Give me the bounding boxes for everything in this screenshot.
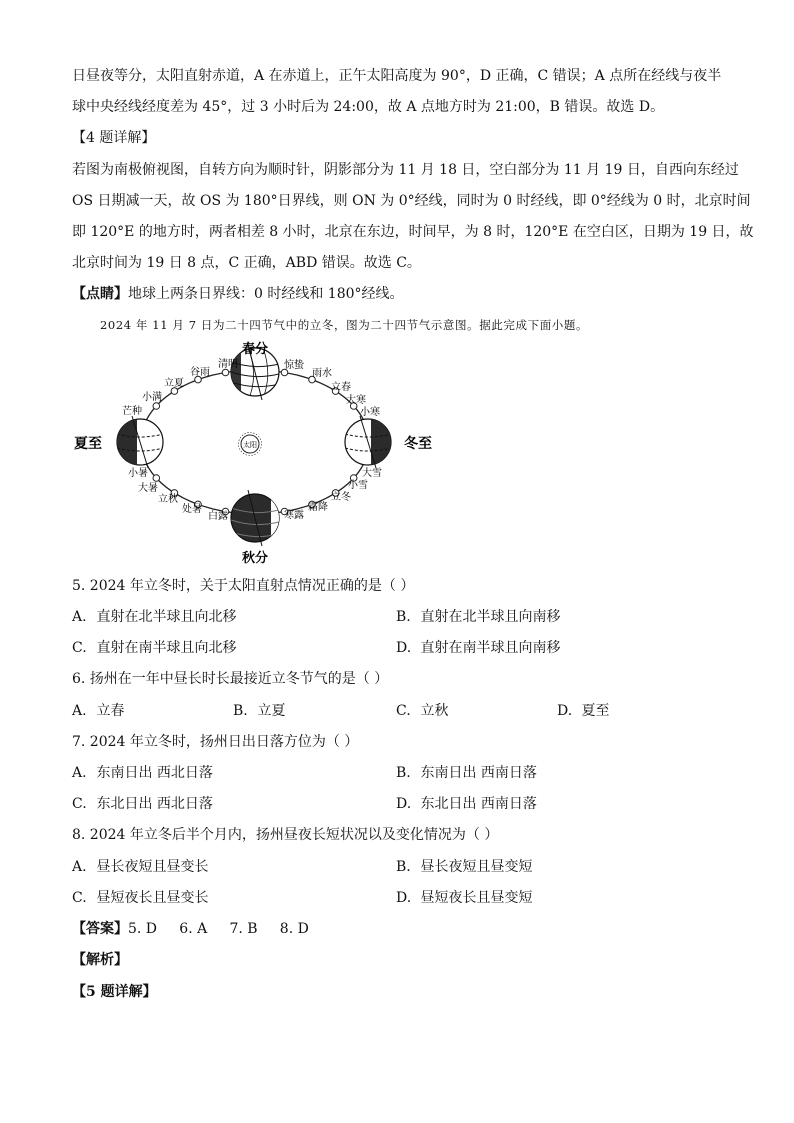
answer-label: 【答案】 xyxy=(72,921,128,937)
term-label: 清明 xyxy=(218,359,238,370)
question-7-stem: 7. 2024 年立冬时，扬州日出日落方位为（ ） xyxy=(72,734,359,750)
q7-option-c: C. 东北日出 西北日落 xyxy=(72,796,213,812)
q5-option-b: B. 直射在北半球且向南移 xyxy=(396,609,561,625)
orbit-dot xyxy=(153,403,160,410)
term-label: 霜降 xyxy=(308,502,328,513)
q7-option-d: D. 东北日出 西南日落 xyxy=(396,796,537,812)
q8-option-c: C. 昼短夜长且昼变长 xyxy=(72,890,209,906)
question-intro: 2024 年 11 月 7 日为二十四节气中的立冬，图为二十四节气示意图。据此完成下面小题。 xyxy=(100,318,589,332)
term-label: 小满 xyxy=(142,392,162,403)
term-label: 立冬 xyxy=(331,492,351,503)
label-dongzhi: 冬至 xyxy=(404,436,432,452)
q5-option-a: A. 直射在北半球且向北移 xyxy=(72,609,237,625)
term-label: 芒种 xyxy=(122,406,142,417)
q8-option-b: B. 昼长夜短且昼变短 xyxy=(396,859,533,875)
orbit-dot xyxy=(153,475,160,482)
q6-option-d: D. 夏至 xyxy=(557,703,610,719)
answer-text: 5. D 6. A 7. B 8. D xyxy=(128,921,309,937)
answer-line xyxy=(72,919,724,939)
sun-label: 太阳 xyxy=(243,441,257,449)
term-label: 立春 xyxy=(331,382,351,393)
paragraph-line: OS 日期减一天，故 OS 为 180°日界线，则 ON 为 0°经线，同时为 0 时经线，即 0°经线为 0 时，北京时间 xyxy=(72,193,751,209)
term-label: 处暑 xyxy=(182,504,202,515)
q5-option-c: C. 直射在南半球且向北移 xyxy=(72,640,237,656)
term-label: 大寒 xyxy=(346,395,366,406)
term-label: 寒露 xyxy=(284,510,304,521)
question-8-stem: 8. 2024 年立冬后半个月内，扬州昼夜长短状况以及变化情况为（ ） xyxy=(72,827,499,843)
solar-terms-diagram xyxy=(68,340,438,570)
analysis-label: 【解析】 xyxy=(72,952,128,968)
term-label: 大暑 xyxy=(138,483,158,494)
q6-option-b: B. 立夏 xyxy=(233,703,286,719)
dianjing-text: 地球上两条日界线：0 时经线和 180°经线。 xyxy=(128,286,404,302)
term-label: 惊蛰 xyxy=(284,360,304,371)
q5-header: 【5 题详解】 xyxy=(72,984,157,1000)
term-label: 谷雨 xyxy=(190,367,210,378)
sun-icon xyxy=(239,433,262,456)
label-qiufen: 秋分 xyxy=(241,551,269,566)
label-xiazhi: 夏至 xyxy=(74,436,102,452)
label-chunfen: 春分 xyxy=(241,342,269,357)
q6-option-a: A. 立春 xyxy=(72,703,125,719)
term-label: 雨水 xyxy=(312,368,332,379)
term-label: 小寒 xyxy=(360,407,380,418)
paragraph-line: 若图为南极俯视图，自转方向为顺时针，阴影部分为 11 月 18 日，空白部分为 11 月 19 日，自西向东经过 xyxy=(72,162,739,178)
question-5-stem: 5. 2024 年立冬时，关于太阳直射点情况正确的是（ ） xyxy=(72,578,415,594)
term-label: 大雪 xyxy=(362,468,382,479)
paragraph-line: 即 120°E 的地方时，两者相差 8 小时，北京在东边，时间早，为 8 时，120°E 在空白区，日期为 19 日，故 xyxy=(72,224,754,240)
term-label: 小雪 xyxy=(348,480,368,491)
term-label: 白露 xyxy=(208,511,228,522)
earth-dongzhi-icon xyxy=(345,416,391,468)
paragraph-line: 日昼夜等分，太阳直射赤道，A 在赤道上，正午太阳高度为 90°，D 正确，C 错误；A 点所在经线与夜半 xyxy=(72,68,722,84)
q7-option-a: A. 东南日出 西北日落 xyxy=(72,765,213,781)
dianjing-label: 【点睛】 xyxy=(72,286,128,302)
q4-header: 【4 题详解】 xyxy=(72,130,156,146)
orbit-dot xyxy=(222,369,229,376)
q7-option-b: B. 东南日出 西南日落 xyxy=(396,765,537,781)
q6-option-c: C. 立秋 xyxy=(396,703,449,719)
q8-option-d: D. 昼短夜长且昼变短 xyxy=(396,890,533,906)
dianjing-line xyxy=(72,284,724,304)
q8-option-a: A. 昼长夜短且昼变长 xyxy=(72,859,209,875)
earth-xiazhi-icon xyxy=(117,416,163,468)
paragraph-line: 北京时间为 19 日 8 点，C 正确，ABD 错误。故选 C。 xyxy=(72,255,421,271)
term-label: 立秋 xyxy=(158,494,178,505)
earth-qiufen-icon xyxy=(231,490,279,546)
paragraph-line: 球中央经线经度差为 45°，过 3 小时后为 24:00，故 A 点地方时为 21:00，B 错误。故选 D。 xyxy=(72,99,665,115)
term-label: 小暑 xyxy=(128,468,148,479)
q5-option-d: D. 直射在南半球且向南移 xyxy=(396,640,561,656)
question-6-stem: 6. 扬州在一年中昼长时长最接近立冬节气的是（ ） xyxy=(72,671,389,687)
term-label: 立夏 xyxy=(164,378,184,389)
